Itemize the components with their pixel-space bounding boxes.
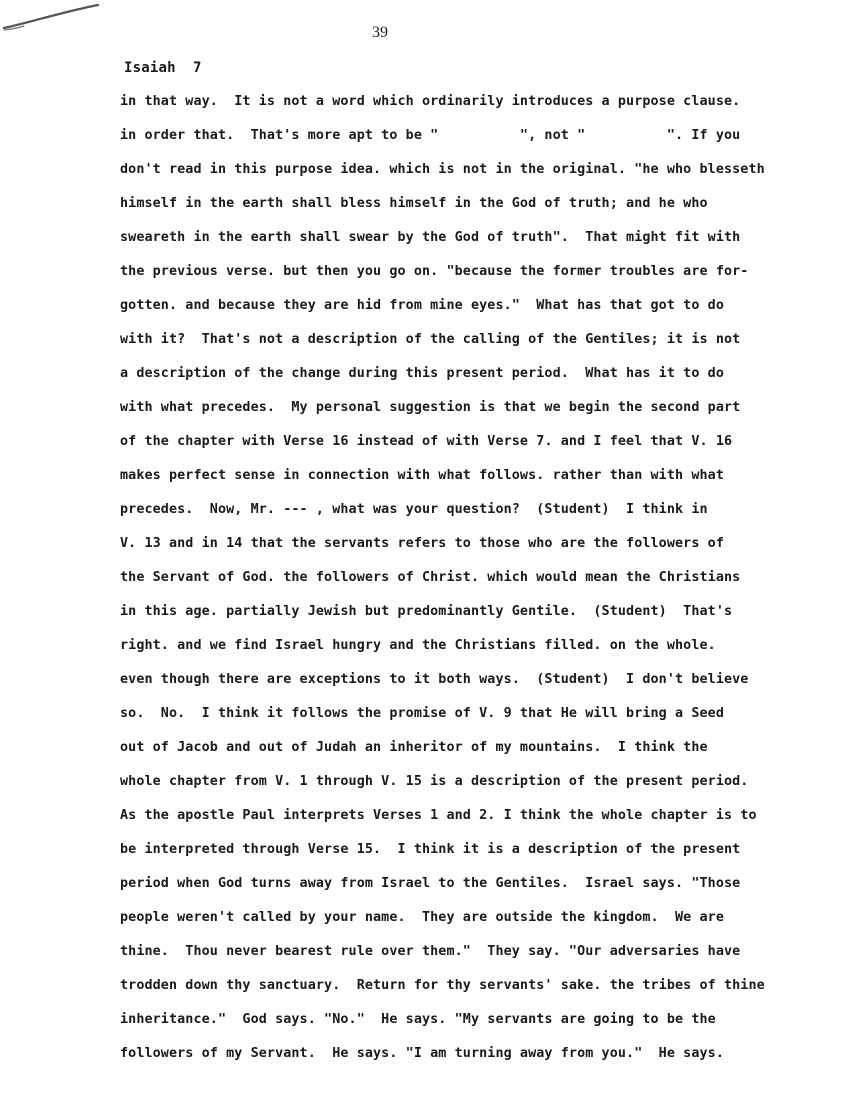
text-line: himself in the earth shall bless himself in the God of truth; and he who <box>120 196 708 211</box>
text-line: As the apostle Paul interprets Verses 1 and 2. I think the whole chapter is to <box>120 808 757 823</box>
text-line: makes perfect sense in connection with what follows. rather than with what <box>120 468 724 483</box>
text-line: thine. Thou never bearest rule over them." They say. "Our adversaries have <box>120 944 741 959</box>
text-line: so. No. I think it follows the promise of V. 9 that He will bring a Seed <box>120 706 724 721</box>
text-line: the Servant of God. the followers of Christ. which would mean the Christians <box>120 570 741 585</box>
text-line: trodden down thy sanctuary. Return for thy servants' sake. the tribes of thine <box>120 978 765 993</box>
text-line: with what precedes. My personal suggestion is that we begin the second part <box>120 400 741 415</box>
text-line: a description of the change during this present period. What has it to do <box>120 366 724 381</box>
text-line: sweareth in the earth shall swear by the God of truth". That might fit with <box>120 230 741 245</box>
text-line: period when God turns away from Israel to the Gentiles. Israel says. "Those <box>120 876 741 891</box>
text-line: V. 13 and in 14 that the servants refers to those who are the followers of <box>120 536 724 551</box>
page-number: 39 <box>372 24 388 41</box>
text-line: people weren't called by your name. They are outside the kingdom. We are <box>120 910 724 925</box>
running-head: Isaiah 7 <box>124 60 202 76</box>
text-line: of the chapter with Verse 16 instead of with Verse 7. and I feel that V. 16 <box>120 434 733 449</box>
text-line: the previous verse. but then you go on. "because the former troubles are for- <box>120 264 749 279</box>
text-line: don't read in this purpose idea. which is not in the original. "he who blesseth <box>120 162 765 177</box>
text-line: be interpreted through Verse 15. I think it is a description of the present <box>120 842 741 857</box>
text-line: inheritance." God says. "No." He says. "My servants are going to be the <box>120 1012 716 1027</box>
body-text <box>120 93 820 1079</box>
text-line: in this age. partially Jewish but predominantly Gentile. (Student) That's <box>120 604 733 619</box>
text-line: followers of my Servant. He says. "I am turning away from you." He says. <box>120 1046 724 1061</box>
pencil-stroke-mark <box>2 2 102 36</box>
text-line: out of Jacob and out of Judah an inheritor of my mountains. I think the <box>120 740 708 755</box>
text-line: gotten. and because they are hid from mine eyes." What has that got to do <box>120 298 724 313</box>
text-line: precedes. Now, Mr. --- , what was your question? (Student) I think in <box>120 502 708 517</box>
text-line: whole chapter from V. 1 through V. 15 is a description of the present period. <box>120 774 749 789</box>
text-line: right. and we find Israel hungry and the Christians filled. on the whole. <box>120 638 716 653</box>
text-line: even though there are exceptions to it both ways. (Student) I don't believe <box>120 672 749 687</box>
text-line: in order that. That's more apt to be " ", not " ". If you <box>120 128 741 143</box>
text-line: in that way. It is not a word which ordinarily introduces a purpose clause. <box>120 94 741 109</box>
text-line: with it? That's not a description of the calling of the Gentiles; it is not <box>120 332 741 347</box>
